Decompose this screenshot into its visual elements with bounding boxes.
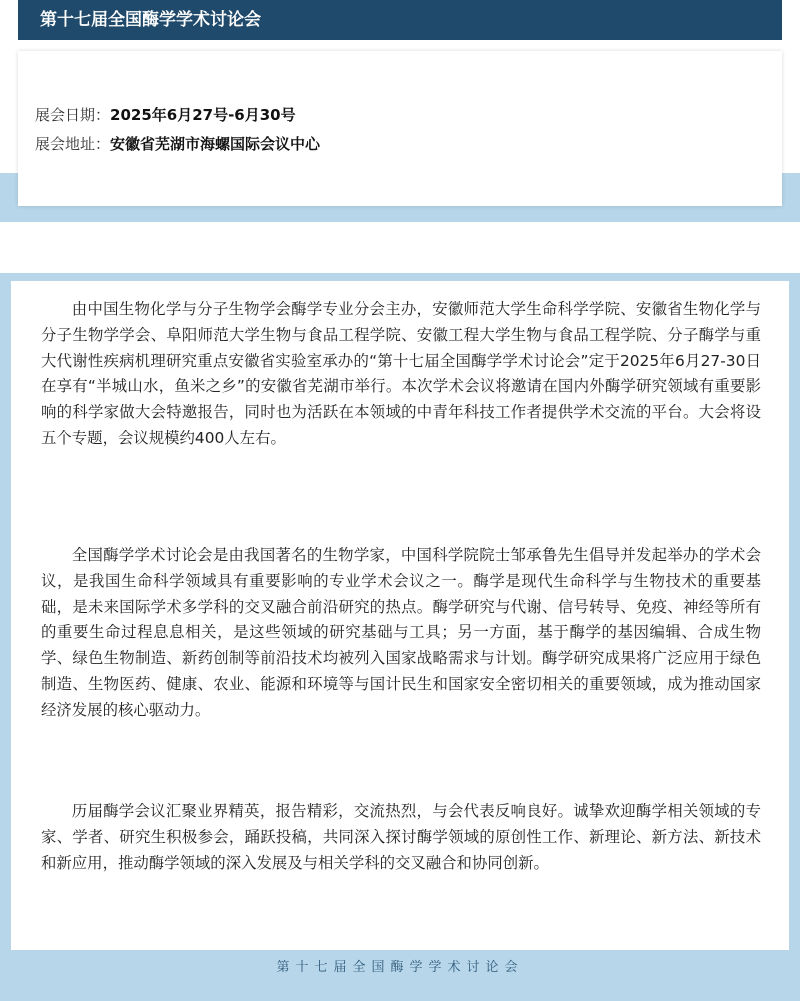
address-row <box>35 134 320 154</box>
invitation-paragraph: 历届酶学会议汇聚业界精英，报告精彩，交流热烈，与会代表反响良好。诚挚欢迎酶学相关领域的专家、学者、研究生积极参会，踊跃投稿，共同深入探讨酶学领域的原创性工作、新理论、新方法、新技术和新应用，推动酶学领域的深入发展及与相关学科的交叉融合和协同创新。 <box>41 802 761 872</box>
address-label: 展会地址： <box>35 135 111 153</box>
history-paragraph: 全国酶学学术讨论会是由我国著名的生物学家，中国科学院院士邹承鲁先生倡导并发起举办的学术会议，是我国生命科学领域具有重要影响的专业学术会议之一。酶学是现代生命科学与生物技术的重要基础，是未来国际学术多学科的交叉融合前沿研究的热点。酶学研究与代谢、信号转导、免疫、神经等所有的重要生命过程息息相关，是这些领域的研究基础与工具；另一方面，基于酶学的基因编辑、合成生物学、绿色生物制造、新药创制等前沿技术均被列入国家战略需求与计划。酶学研究成果将广泛应用于绿色制造、生物医药、健康、农业、能源和环境等与国计民生和国家安全密切相关的重要领域，成为推动国家经济发展的核心驱动力。 <box>41 546 761 719</box>
page-title: 第十七届全国酶学学术讨论会 <box>18 0 782 40</box>
content-card <box>11 281 789 950</box>
footer-title: 第十七届全国酶学学术讨论会 <box>276 960 524 975</box>
info-card <box>18 51 782 206</box>
intro-paragraph: 由中国生物化学与分子生物学会酶学专业分会主办，安徽师范大学生命科学学院、安徽省生物化学与分子生物学学会、阜阳师范大学生物与食品工程学院、安徽工程大学生物与食品工程学院、分子酶学与重大代谢性疾病机理研究重点安徽省实验室承办的“第十七届全国酶学学术讨论会”定于2025年6月27-30日在享有“半城山水，鱼米之乡”的安徽省芜湖市举行。本次学术会议将邀请在国内外酶学研究领域有重要影响的科学家做大会特邀报告，同时也为活跃在本领域的中青年科技工作者提供学术交流的平台。大会将设五个专题，会议规模约400人左右。 <box>41 300 761 447</box>
date-value: 2025年6月27号-6月30号 <box>110 106 296 124</box>
date-row <box>35 105 296 125</box>
date-label: 展会日期： <box>35 106 111 124</box>
address-value: 安徽省芜湖市海螺国际会议中心 <box>110 135 321 153</box>
